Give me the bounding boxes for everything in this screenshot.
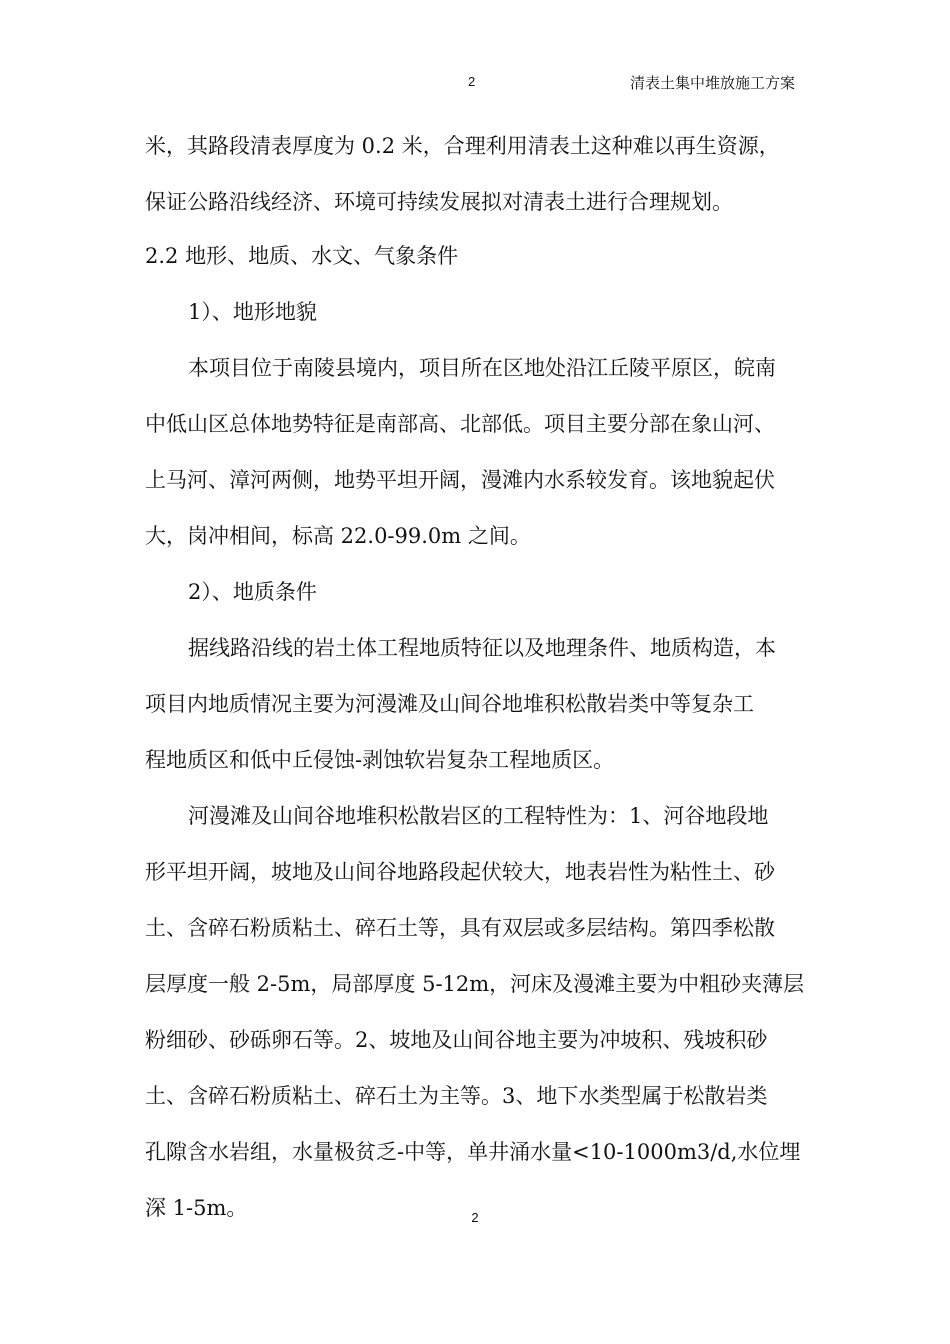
paragraph-line: 深 1-5m。: [145, 1196, 248, 1220]
header-document-title: 清表土集中堆放施工方案: [630, 74, 796, 92]
paragraph-line: 孔隙含水岩组，水量极贫乏-中等，单井涌水量<10-1000m3/d,水位埋: [145, 1140, 801, 1164]
paragraph-line: 据线路沿线的岩土体工程地质特征以及地理条件、地质构造，本: [188, 636, 776, 660]
paragraph-line: 中低山区总体地势特征是南部高、北部低。项目主要分部在象山河、: [145, 412, 775, 436]
paragraph-line: 上马河、漳河两侧，地势平坦开阔，漫滩内水系较发育。该地貌起伏: [145, 468, 775, 492]
header-page-number: 2: [468, 74, 476, 89]
paragraph-line: 形平坦开阔，坡地及山间谷地路段起伏较大，地表岩性为粘性土、砂: [145, 860, 775, 884]
paragraph-line: 本项目位于南陵县境内，项目所在区地处沿江丘陵平原区，皖南: [188, 356, 776, 380]
subsection-heading: 1）、地形地貌: [188, 300, 317, 324]
paragraph-line: 保证公路沿线经济、环境可持续发展拟对清表土进行合理规划。: [145, 190, 733, 214]
document-body: [145, 132, 815, 1222]
paragraph-line: 项目内地质情况主要为河漫滩及山间谷地堆积松散岩类中等复杂工: [145, 692, 754, 716]
footer-page-number: 2: [471, 1210, 479, 1225]
section-heading: 2.2 地形、地质、水文、气象条件: [145, 244, 459, 268]
paragraph-line: 大，岗冲相间，标高 22.0-99.0m 之间。: [145, 524, 531, 548]
page-header: [0, 70, 950, 98]
paragraph-line: 土、含碎石粉质粘土、碎石土等，具有双层或多层结构。第四季松散: [145, 916, 775, 940]
paragraph-line: 程地质区和低中丘侵蚀-剥蚀软岩复杂工程地质区。: [145, 748, 615, 772]
paragraph-line: 河漫滩及山间谷地堆积松散岩区的工程特性为：1、河谷地段地: [188, 804, 769, 828]
subsection-heading: 2）、地质条件: [188, 580, 317, 604]
paragraph-line: 土、含碎石粉质粘土、碎石土为主等。3、地下水类型属于松散岩类: [145, 1084, 768, 1108]
paragraph-line: 米，其路段清表厚度为 0.2 米，合理利用清表土这种难以再生资源，: [145, 134, 780, 158]
paragraph-line: 层厚度一般 2-5m，局部厚度 5-12m，河床及漫滩主要为中粗砂夹薄层: [145, 972, 805, 996]
paragraph-line: 粉细砂、砂砾卵石等。2、坡地及山间谷地主要为冲坡积、残坡积砂: [145, 1028, 768, 1052]
